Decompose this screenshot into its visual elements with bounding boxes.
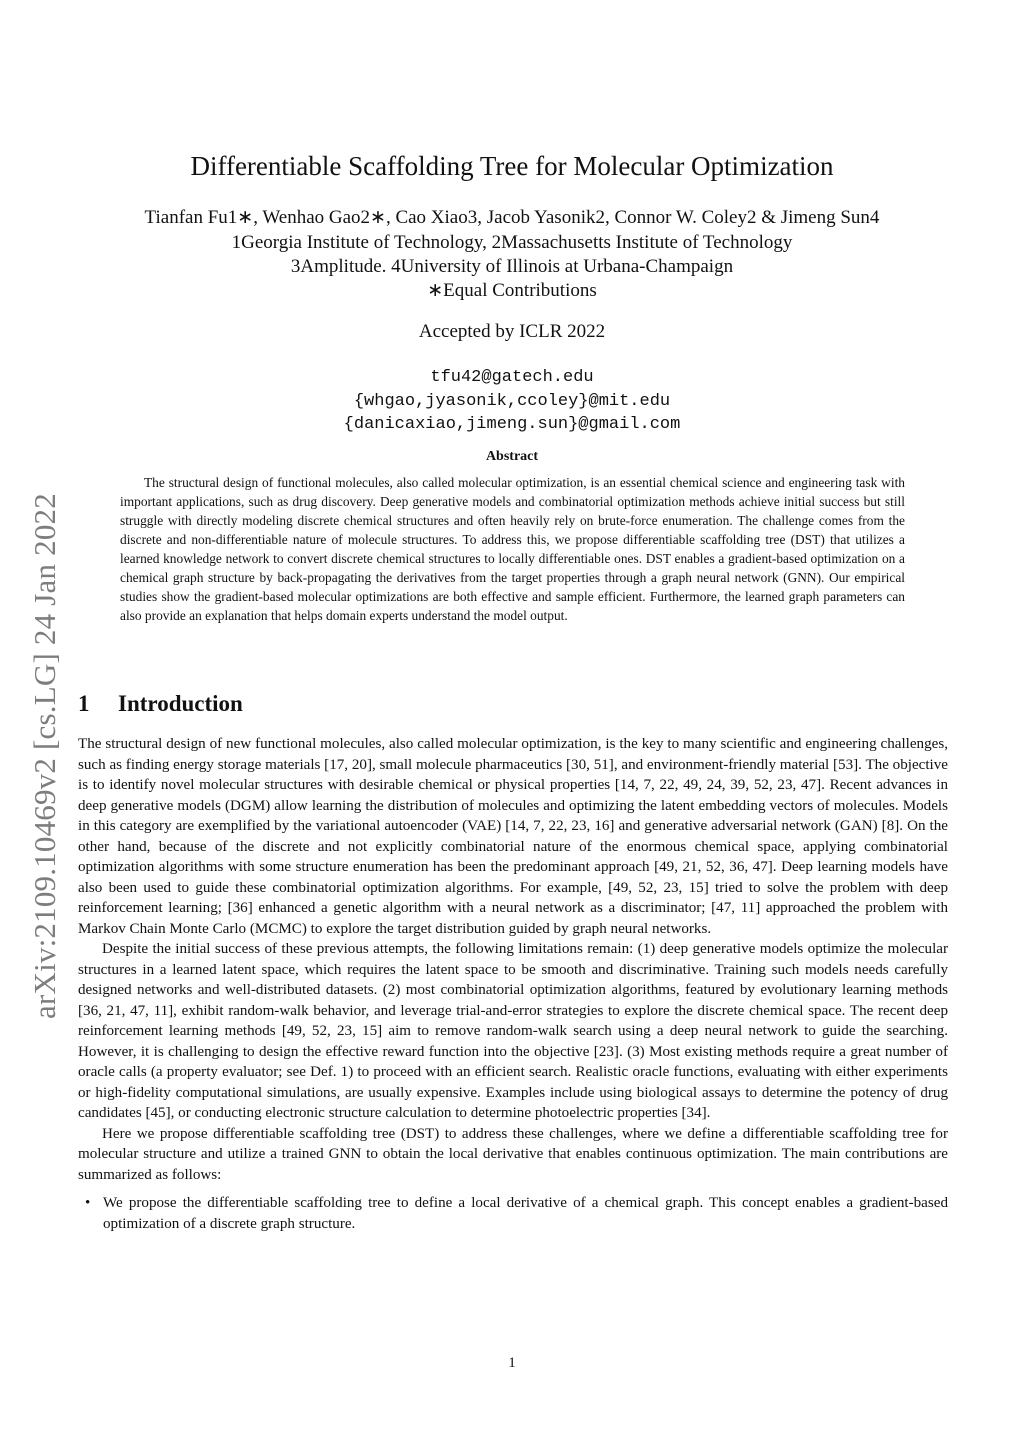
abstract-text: The structural design of functional molecules, also called molecular optimization, is an essential chemical science and engineering task with important applications, such as drug discovery. Deep generative models and combinatorial optimization methods achieve initial success but still struggle with directly modeling discrete chemical structures and often heavily rely on brute-force enumeration. The challenge comes from the discrete and non-differentiable nature of molecule structures. To address this, we propose differentiable scaffolding tree (DST) that utilizes a learned knowledge network to convert discrete chemical structures to locally differentiable ones. DST enables a gradient-based optimization on a chemical graph structure by back-propagating the derivatives from the target properties through a graph neural network (GNN). Our empirical studies show the gradient-based molecular optimizations are both effective and sample efficient. Furthermore, the learned graph parameters can also provide an explanation that helps domain experts understand the model output. — [120, 475, 905, 623]
equal-contribution-note: ∗Equal Contributions — [427, 280, 597, 301]
paper-title: Differentiable Scaffolding Tree for Molecular Optimization — [190, 151, 834, 181]
email-line-1[interactable]: tfu42@gatech.edu — [430, 368, 594, 387]
affiliation-line-2: 3Amplitude. 4University of Illinois at Urbana-Champaign — [290, 256, 734, 277]
bullet-icon: • — [85, 1195, 91, 1211]
affiliation-line-1: 1Georgia Institute of Technology, 2Massachusetts Institute of Technology — [231, 232, 793, 253]
section-title: Introduction — [118, 691, 243, 716]
author-list: Tianfan Fu1∗, Wenhao Gao2∗, Cao Xiao3, Jacob Yasonik2, Connor W. Coley2 & Jimeng Sun4 — [144, 207, 880, 228]
contribution-list — [78, 1193, 948, 1234]
section-heading — [78, 688, 243, 720]
email-line-2[interactable]: {whgao,jyasonik,ccoley}@mit.edu — [353, 392, 671, 411]
intro-paragraph-3: Here we propose differentiable scaffolding tree (DST) to address these challenges, where we define a differentiable scaffolding tree for molecular structure and utilize a trained GNN to obtain the local derivative that enables continuous optimization. The main contributions are summarized as follows: — [78, 1125, 948, 1183]
venue-line: Accepted by ICLR 2022 — [418, 321, 606, 342]
arxiv-sidebar — [22, 456, 68, 1056]
intro-paragraph-2: Despite the initial success of these previous attempts, the following limitations remain: (1) deep generative models optimize the molecular structures in a learned latent space, which requires the latent space to be smooth and discriminative. Training such models needs carefully designed networks and well-distributed datasets. (2) most combinatorial optimization algorithms, featured by evolutionary learning methods [36, 21, 47, 11], exhibit random-walk behavior, and leverage trial-and-error strategies to explore the discrete chemical space. The recent deep reinforcement learning methods [49, 52, 23, 15] aim to remove random-walk search using a deep neural network to guide the searching. However, it is challenging to design the effective reward function into the objective [23]. (3) Most existing methods require a great number of oracle calls (a property evaluator; see Def. 1) to proceed with an efficient search. Realistic oracle functions, evaluating with either experiments or high-fidelity computational simulations, are usually expensive. Examples include using biological assays to determine the potency of drug candidates [45], or conducting electronic structure calculation to determine photoelectric properties [34]. — [78, 941, 948, 1121]
abstract-heading: Abstract — [485, 449, 539, 464]
introduction-body — [78, 734, 948, 1234]
contribution-item — [85, 1193, 948, 1234]
email-line-3[interactable]: {danicaxiao,jimeng.sun}@gmail.com — [343, 415, 681, 434]
arxiv-identifier[interactable]: arXiv:2109.10469v2 [cs.LG] 24 Jan 2022 — [27, 493, 63, 1019]
section-number: 1 — [78, 691, 90, 716]
contribution-text: We propose the differentiable scaffolding tree to define a local derivative of a chemical graph. This concept enables a gradient-based optimization of a discrete graph structure. — [103, 1195, 948, 1232]
page-number: 1 — [508, 1355, 516, 1371]
intro-paragraph-1: The structural design of new functional molecules, also called molecular optimization, is the key to many scientific and engineering challenges, such as finding energy storage materials [17, 20], small molecule pharmaceutics [30, 51], and environment-friendly material [53]. The objective is to identify novel molecular structures with desirable chemical or physical properties [14, 7, 22, 49, 24, 39, 52, 23, 47]. Recent advances in deep generative models (DGM) allow learning the distribution of molecules and optimizing the latent embedding vectors of molecules. Models in this category are exemplified by the variational autoencoder (VAE) [14, 7, 22, 23, 16] and generative adversarial network (GAN) [8]. On the other hand, because of the discrete and not explicitly combinatorial nature of the enormous chemical space, applying combinatorial optimization algorithms with some structure enumeration has been the predominant approach [49, 21, 52, 36, 47]. Deep learning models have also been used to guide these combinatorial optimization algorithms. For example, [49, 52, 23, 15] tried to solve the problem with deep reinforcement learning; [36] enhanced a genetic algorithm with a neural network as a discriminator; [47, 11] approached the problem with Markov Chain Monte Carlo (MCMC) to explore the target distribution guided by graph neural networks. — [78, 736, 948, 937]
